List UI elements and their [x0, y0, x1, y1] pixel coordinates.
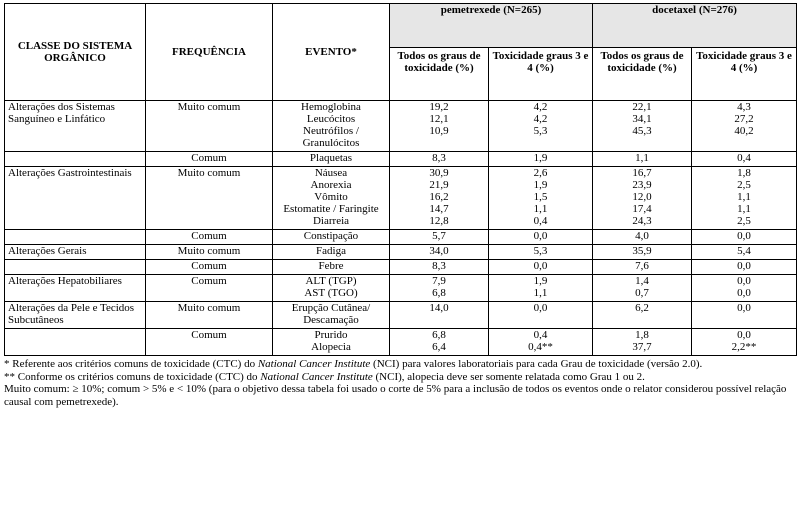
- header-pem-grade34: Toxicidade graus 3 e 4 (%): [489, 48, 593, 101]
- cell-line: 5,3: [533, 125, 548, 137]
- cell-line: 6,8: [432, 287, 446, 299]
- cell-line: 4,2: [533, 113, 548, 125]
- cell-line: 16,2: [429, 191, 449, 203]
- cell-evento: [273, 260, 390, 275]
- cell-doc-all: [593, 302, 692, 329]
- cell-line: 5,4: [737, 245, 751, 257]
- cell-line: 6,4: [432, 341, 446, 353]
- cell-line: 7,9: [432, 275, 446, 287]
- cell-line: 0,4: [533, 329, 548, 341]
- drug2-n: (N=276): [698, 4, 737, 16]
- cell-line: 23,9: [632, 179, 652, 191]
- cell-pem-all: [390, 302, 489, 329]
- cell-line: 17,4: [632, 203, 652, 215]
- cell-doc-g34: [692, 302, 797, 329]
- cell-line: 0,0: [533, 230, 548, 242]
- cell-line: 5,7: [432, 230, 446, 242]
- cell-line: 14,7: [429, 203, 449, 215]
- table-row: [5, 101, 797, 152]
- cell-pem-all: [390, 101, 489, 152]
- header-docetaxel: [593, 4, 797, 48]
- adverse-events-table: [4, 3, 797, 356]
- cell-line: Erupção Cutânea/ Descamação: [291, 302, 371, 326]
- cell-frequencia: Comum: [146, 329, 273, 356]
- cell-line: 1,1: [533, 287, 548, 299]
- cell-line: 4,3: [737, 101, 751, 113]
- cell-pem-all: [390, 329, 489, 356]
- cell-doc-g34: [692, 230, 797, 245]
- footnote-2: ** Conforme os critérios comuns de toxicidade (CTC) do National Cancer Institute (NCI), alopecia deve ser somente relatada como Grau 1 ou 2.: [4, 370, 645, 383]
- cell-line: 1,4: [635, 275, 649, 287]
- table-row: [5, 302, 797, 329]
- cell-line: 1,9: [533, 275, 548, 287]
- cell-pem-all: [390, 275, 489, 302]
- cell-line: 0,4: [737, 152, 751, 164]
- cell-line: Vômito: [314, 191, 348, 203]
- cell-pem-g34: [489, 245, 593, 260]
- cell-line: Hemoglobina: [301, 101, 361, 113]
- drug2-name: docetaxel: [652, 4, 697, 16]
- header-pem-all-grades: Todos os graus de toxicidade (%): [390, 48, 489, 101]
- cell-line: 0,0: [737, 230, 751, 242]
- footnotes: [4, 358, 796, 408]
- cell-line: 4,2: [533, 101, 548, 113]
- cell-line: Diarreia: [312, 215, 350, 227]
- cell-line: 1,1: [533, 203, 548, 215]
- cell-doc-g34: [692, 167, 797, 230]
- cell-pem-all: [390, 152, 489, 167]
- cell-pem-all: [390, 167, 489, 230]
- cell-line: 14,0: [429, 302, 449, 314]
- cell-line: 0,0: [533, 302, 548, 314]
- cell-line: Estomatite / Faringite: [283, 203, 379, 215]
- cell-frequencia: Comum: [146, 152, 273, 167]
- cell-line: 12,0: [632, 191, 652, 203]
- cell-classe: Alterações dos Sistemas Sanguíneo e Linfático: [5, 101, 146, 152]
- cell-line: 35,9: [632, 245, 652, 257]
- cell-line: 1,1: [737, 191, 751, 203]
- cell-line: 0,0: [737, 302, 751, 314]
- table-row: [5, 329, 797, 356]
- cell-line: 40,2: [734, 125, 754, 137]
- cell-doc-g34: [692, 245, 797, 260]
- cell-pem-all: [390, 260, 489, 275]
- cell-evento: [273, 329, 390, 356]
- cell-line: Constipação: [303, 230, 359, 242]
- cell-line: 0,0: [737, 329, 751, 341]
- cell-line: 12,8: [429, 215, 449, 227]
- cell-line: Febre: [318, 260, 344, 272]
- cell-frequencia: Muito comum: [146, 167, 273, 230]
- cell-classe: Alterações Gastrointestinais: [5, 167, 146, 230]
- cell-evento: [273, 167, 390, 230]
- cell-classe: [5, 329, 146, 356]
- cell-line: 1,9: [533, 179, 548, 191]
- cell-doc-all: [593, 329, 692, 356]
- cell-doc-g34: [692, 101, 797, 152]
- table-row: [5, 260, 797, 275]
- cell-pem-g34: [489, 230, 593, 245]
- cell-classe: [5, 260, 146, 275]
- header-classe: CLASSE DO SISTEMA ORGÂNICO: [5, 4, 146, 101]
- cell-line: 21,9: [429, 179, 449, 191]
- cell-line: 27,2: [734, 113, 754, 125]
- cell-line: Prurido: [314, 329, 348, 341]
- cell-doc-all: [593, 152, 692, 167]
- cell-pem-g34: [489, 275, 593, 302]
- footnote-1: * Referente aos critérios comuns de toxicidade (CTC) do National Cancer Institute (NCI) para valores laboratoriais para cada Grau de toxicidade (versão 2.0).: [4, 358, 703, 370]
- footnote-3: Muito comum: ≥ 10%; comum > 5% e < 10% (para o objetivo dessa tabela foi usado o corte de 5% para a inclusão de todos os eventos onde o relator considerou possível relação causal com pemetrexede).: [4, 383, 787, 408]
- cell-evento: [273, 245, 390, 260]
- cell-line: 2,2**: [731, 341, 757, 353]
- cell-pem-g34: [489, 302, 593, 329]
- cell-line: 0,0: [737, 260, 751, 272]
- cell-doc-all: [593, 275, 692, 302]
- cell-line: 24,3: [632, 215, 652, 227]
- cell-pem-g34: [489, 167, 593, 230]
- cell-line: 8,3: [432, 260, 446, 272]
- cell-line: 0,7: [635, 287, 649, 299]
- cell-doc-all: [593, 101, 692, 152]
- header-pemetrexede: [390, 4, 593, 48]
- table-row: [5, 245, 797, 260]
- cell-pem-g34: [489, 101, 593, 152]
- cell-line: Náusea: [314, 167, 348, 179]
- cell-doc-all: [593, 260, 692, 275]
- cell-line: 10,9: [429, 125, 449, 137]
- cell-line: 8,3: [432, 152, 446, 164]
- drug1-n: (N=265): [503, 4, 542, 16]
- cell-classe: Alterações Gerais: [5, 245, 146, 260]
- cell-pem-g34: [489, 152, 593, 167]
- cell-line: 2,6: [533, 167, 548, 179]
- header-doc-grade34: Toxicidade graus 3 e 4 (%): [692, 48, 797, 101]
- cell-line: 30,9: [429, 167, 449, 179]
- cell-line: 5,3: [533, 245, 548, 257]
- cell-line: Leucócitos: [306, 113, 356, 125]
- cell-line: 6,8: [432, 329, 446, 341]
- cell-evento: [273, 101, 390, 152]
- cell-line: 1,1: [737, 203, 751, 215]
- cell-doc-g34: [692, 275, 797, 302]
- cell-evento: [273, 152, 390, 167]
- cell-line: 0,0: [533, 260, 548, 272]
- cell-line: 1,9: [533, 152, 548, 164]
- cell-doc-all: [593, 245, 692, 260]
- cell-frequencia: Muito comum: [146, 245, 273, 260]
- cell-line: 37,7: [632, 341, 652, 353]
- cell-evento: [273, 230, 390, 245]
- cell-line: 45,3: [632, 125, 652, 137]
- cell-classe: [5, 230, 146, 245]
- cell-line: 34,1: [632, 113, 652, 125]
- table-row: [5, 167, 797, 230]
- cell-line: 12,1: [429, 113, 449, 125]
- cell-line: 1,8: [737, 167, 751, 179]
- table-body: [5, 101, 797, 356]
- cell-evento: [273, 302, 390, 329]
- cell-doc-g34: [692, 152, 797, 167]
- cell-classe: Alterações da Pele e Tecidos Subcutâneos: [5, 302, 146, 329]
- cell-line: 0,0: [737, 287, 751, 299]
- drug1-name: pemetrexede: [440, 4, 501, 16]
- cell-frequencia: Comum: [146, 275, 273, 302]
- cell-frequencia: Muito comum: [146, 101, 273, 152]
- cell-doc-all: [593, 167, 692, 230]
- cell-doc-g34: [692, 329, 797, 356]
- table-row: [5, 275, 797, 302]
- cell-classe: Alterações Hepatobiliares: [5, 275, 146, 302]
- cell-pem-g34: [489, 329, 593, 356]
- header-doc-all-grades: Todos os graus de toxicidade (%): [593, 48, 692, 101]
- cell-line: 1,8: [635, 329, 649, 341]
- cell-line: 1,5: [533, 191, 548, 203]
- cell-line: 1,1: [635, 152, 649, 164]
- cell-pem-all: [390, 230, 489, 245]
- header-evento: EVENTO*: [273, 4, 390, 101]
- cell-line: 0,4**: [528, 341, 553, 353]
- cell-doc-g34: [692, 260, 797, 275]
- cell-line: 6,2: [635, 302, 649, 314]
- cell-line: Fadiga: [316, 245, 346, 257]
- cell-line: 7,6: [635, 260, 649, 272]
- cell-line: Plaquetas: [309, 152, 353, 164]
- cell-pem-all: [390, 245, 489, 260]
- cell-classe: [5, 152, 146, 167]
- cell-line: 34,0: [429, 245, 449, 257]
- table-row: [5, 230, 797, 245]
- cell-frequencia: Comum: [146, 260, 273, 275]
- cell-line: 0,4: [533, 215, 548, 227]
- table-row: [5, 152, 797, 167]
- cell-line: AST (TGO): [304, 287, 358, 299]
- cell-doc-all: [593, 230, 692, 245]
- cell-line: 22,1: [632, 101, 652, 113]
- header-frequencia: FREQUÊNCIA: [146, 4, 273, 101]
- cell-pem-g34: [489, 260, 593, 275]
- cell-line: 19,2: [429, 101, 449, 113]
- cell-line: Anorexia: [310, 179, 352, 191]
- cell-line: 4,0: [635, 230, 649, 242]
- document: [4, 3, 796, 408]
- cell-line: Neutrófilos / Granulócitos: [302, 125, 360, 149]
- cell-line: 0,0: [737, 275, 751, 287]
- cell-evento: [273, 275, 390, 302]
- cell-frequencia: Muito comum: [146, 302, 273, 329]
- cell-line: Alopecia: [311, 341, 351, 353]
- cell-line: ALT (TGP): [305, 275, 357, 287]
- cell-line: 16,7: [632, 167, 652, 179]
- cell-line: 2,5: [737, 179, 751, 191]
- cell-frequencia: Comum: [146, 230, 273, 245]
- cell-line: 2,5: [737, 215, 751, 227]
